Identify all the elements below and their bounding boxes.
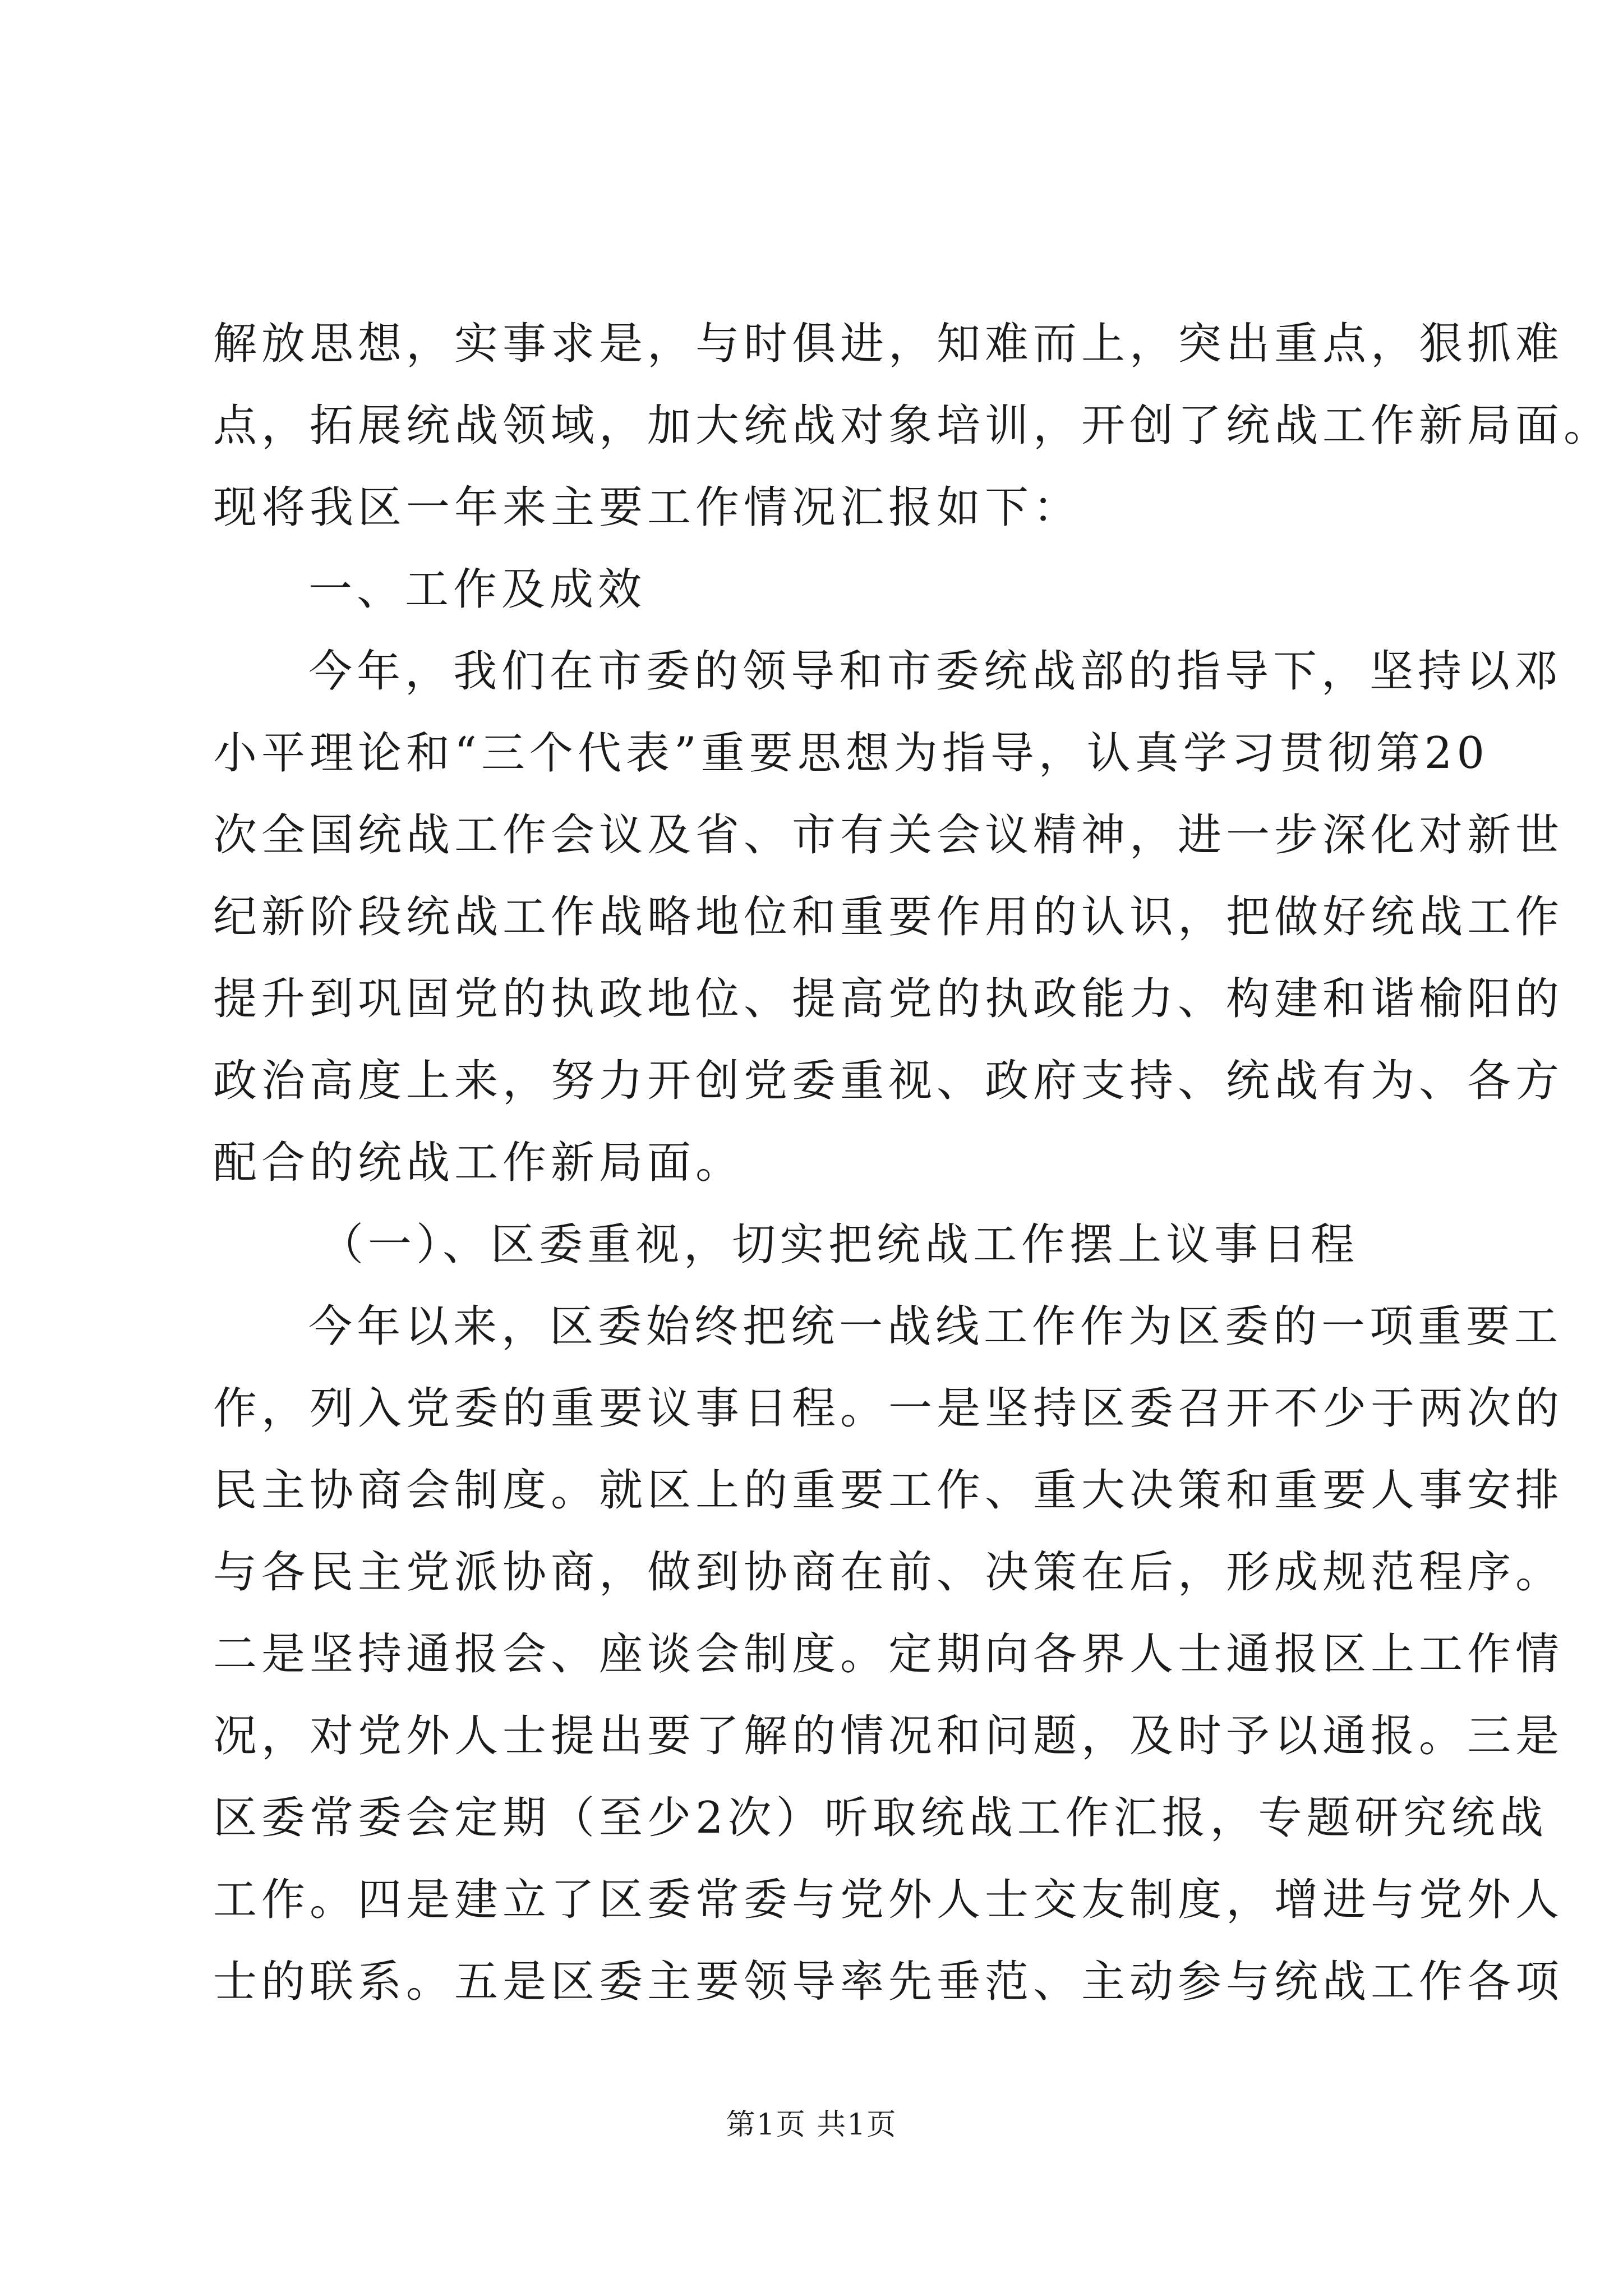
text-line: 今年，我们在市委的领导和市委统战部的指导下，坚持以邓 [308,646,1563,697]
text-line: 民主协商会制度。就区上的重要工作、重大决策和重要人事安排 [213,1465,1564,1516]
section-heading: 一、工作及成效 [308,564,647,615]
text-line: 点，拓展统战领域，加大统战对象培训，开创了统战工作新局面。 [213,401,1612,451]
text-line: 工作。四是建立了区委常委与党外人士交友制度，增进与党外人 [213,1875,1564,1925]
text-line: 今年以来，区委始终把统一战线工作作为区委的一项重要工 [308,1301,1563,1352]
text-line: 二是坚持通报会、座谈会制度。定期向各界人士通报区上工作情 [213,1629,1564,1680]
text-line: 作，列入党委的重要议事日程。一是坚持区委召开不少于两次的 [213,1383,1564,1434]
text-line: 提升到巩固党的执政地位、提高党的执政能力、构建和谐榆阳的 [213,974,1564,1024]
text-line: 区委常委会定期（至少2次）听取统战工作汇报，专题研究统战 [213,1793,1548,1843]
text-line: 况，对党外人士提出要了解的情况和问题，及时予以通报。三是 [213,1711,1564,1761]
text-line: 配合的统战工作新局面。 [213,1138,744,1188]
text-line: 次全国统战工作会议及省、市有关会议精神，进一步深化对新世 [213,810,1564,861]
text-line: 解放思想，实事求是，与时俱进，知难而上，突出重点，狠抓难 [213,319,1564,369]
text-line: 政治高度上来，努力开创党委重视、政府支持、统战有为、各方 [213,1056,1564,1106]
document-body [213,303,1612,2023]
text-line: 士的联系。五是区委主要领导率先垂范、主动参与统战工作各项 [213,1957,1564,2007]
page-number: 第1页 共1页 [726,2108,897,2142]
text-line: 小平理论和“三个代表”重要思想为指导，认真学习贯彻第20 [213,728,1490,779]
text-line: 现将我区一年来主要工作情况汇报如下： [213,482,1082,533]
text-line: 纪新阶段统战工作战略地位和重要作用的认识，把做好统战工作 [213,892,1564,942]
page-footer [0,2101,1623,2143]
text-line: 与各民主党派协商，做到协商在前、决策在后，形成规范程序。 [213,1547,1564,1598]
subsection-heading: （一）、区委重视，切实把统战工作摆上议事日程 [320,1220,1359,1270]
